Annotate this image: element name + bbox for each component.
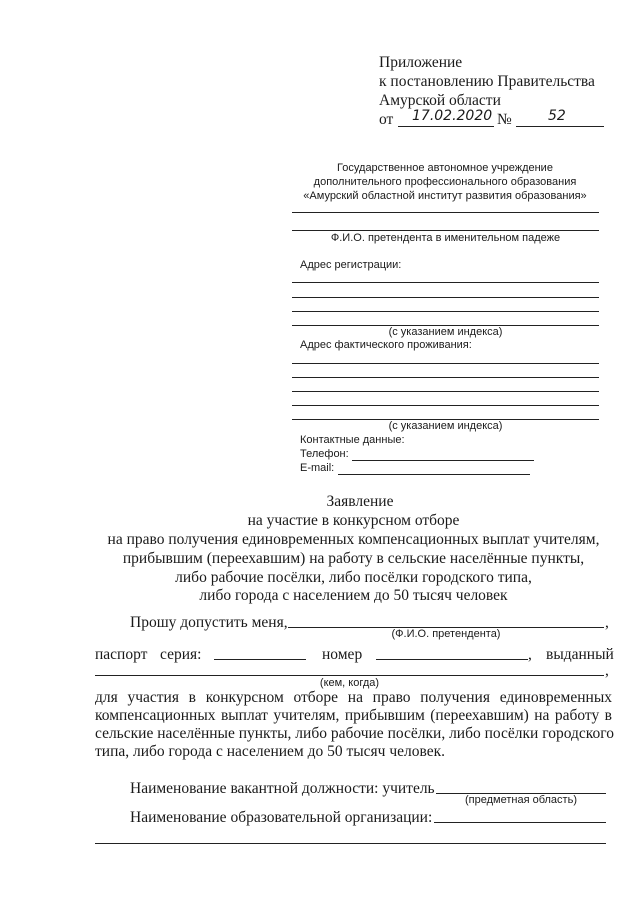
fio-line-1	[292, 212, 599, 213]
reg-address-line-2	[292, 297, 599, 298]
title-line-5: либо рабочие посёлки, либо посёлки городского типа,	[175, 569, 532, 586]
series-label: серия:	[160, 646, 202, 663]
number-label: номер	[322, 646, 363, 663]
reg-address-line-1	[292, 282, 599, 283]
passport-label: паспорт	[95, 646, 148, 663]
org-line-2: дополнительного профессионального образования	[313, 176, 577, 188]
reg-index-caption: (с указанием индекса)	[388, 326, 503, 338]
appendix-date-prefix: от	[379, 111, 394, 128]
paragraph-line-1: для участия в конкурсном отборе на право получения единовременных	[95, 689, 612, 706]
subject-caption: (предметная область)	[465, 794, 577, 806]
paragraph-line-4: типа, либо города с населением до 50 тысяч человек.	[95, 743, 446, 760]
comma-3: ,	[605, 662, 609, 679]
paragraph-line-2: компенсационных выплат учителям, прибывшим (переехавшим) на работу в	[95, 707, 612, 724]
fio-caption: Ф.И.О. претендента в именительном падеже	[330, 232, 561, 244]
phone-line	[352, 460, 534, 461]
org-name-line-2	[95, 843, 606, 844]
comma-2: ,	[528, 646, 532, 663]
series-line	[214, 659, 306, 660]
vacancy-label: Наименование вакантной должности: учитель	[130, 780, 435, 797]
org-line-3: «Амурский областной институт развития образования»	[303, 190, 587, 202]
appendix-number-value: 52	[548, 108, 566, 124]
reg-address-line-3	[292, 311, 599, 312]
reg-address-label: Адрес регистрации:	[300, 259, 402, 271]
title-line-6: либо города с населением до 50 тысяч человек	[199, 587, 508, 604]
paragraph-line-3: сельские населённые пункты, либо рабочие посёлки, либо посёлки городского	[95, 725, 614, 742]
number-line	[376, 659, 528, 660]
appendix-date-line	[398, 126, 494, 127]
issued-caption: (кем, когда)	[319, 677, 380, 689]
fact-address-line-2	[292, 377, 599, 378]
document-title: Заявление	[326, 493, 394, 510]
contacts-label: Контактные данные:	[300, 434, 405, 446]
comma-1: ,	[605, 614, 609, 631]
fact-address-line-1	[292, 363, 599, 364]
email-line	[338, 474, 530, 475]
title-line-4: прибывшим (переехавшим) на работу в сельские населённые пункты,	[122, 550, 585, 567]
fact-address-line-3	[292, 391, 599, 392]
title-line-3: на право получения единовременных компенсационных выплат учителям,	[107, 531, 600, 548]
title-line-2: на участие в конкурсном отборе	[247, 512, 460, 529]
email-label: E-mail:	[300, 462, 335, 474]
fact-index-caption: (с указанием индекса)	[388, 420, 503, 432]
appendix-number-prefix: №	[497, 111, 512, 128]
org-name-label: Наименование образовательной организации:	[130, 809, 433, 826]
fact-address-line-4	[292, 405, 599, 406]
appendix-date-value: 17.02.2020	[412, 108, 493, 124]
appendix-line-3: Амурской области	[379, 92, 501, 109]
issued-label: выданный	[546, 646, 614, 663]
applicant-fio-caption: (Ф.И.О. претендента)	[391, 628, 501, 640]
org-line-1: Государственное автономное учреждение	[337, 162, 553, 174]
org-name-line-1	[434, 822, 606, 823]
appendix-line-2: к постановлению Правительства	[379, 73, 595, 90]
fio-line-2	[292, 230, 599, 231]
fact-address-label: Адрес фактического проживания:	[300, 339, 472, 351]
issued-line	[95, 675, 604, 676]
appendix-title: Приложение	[379, 54, 463, 71]
appendix-number-line	[516, 126, 604, 127]
phone-label: Телефон:	[300, 448, 349, 460]
request-text: Прошу допустить меня,	[130, 614, 288, 631]
